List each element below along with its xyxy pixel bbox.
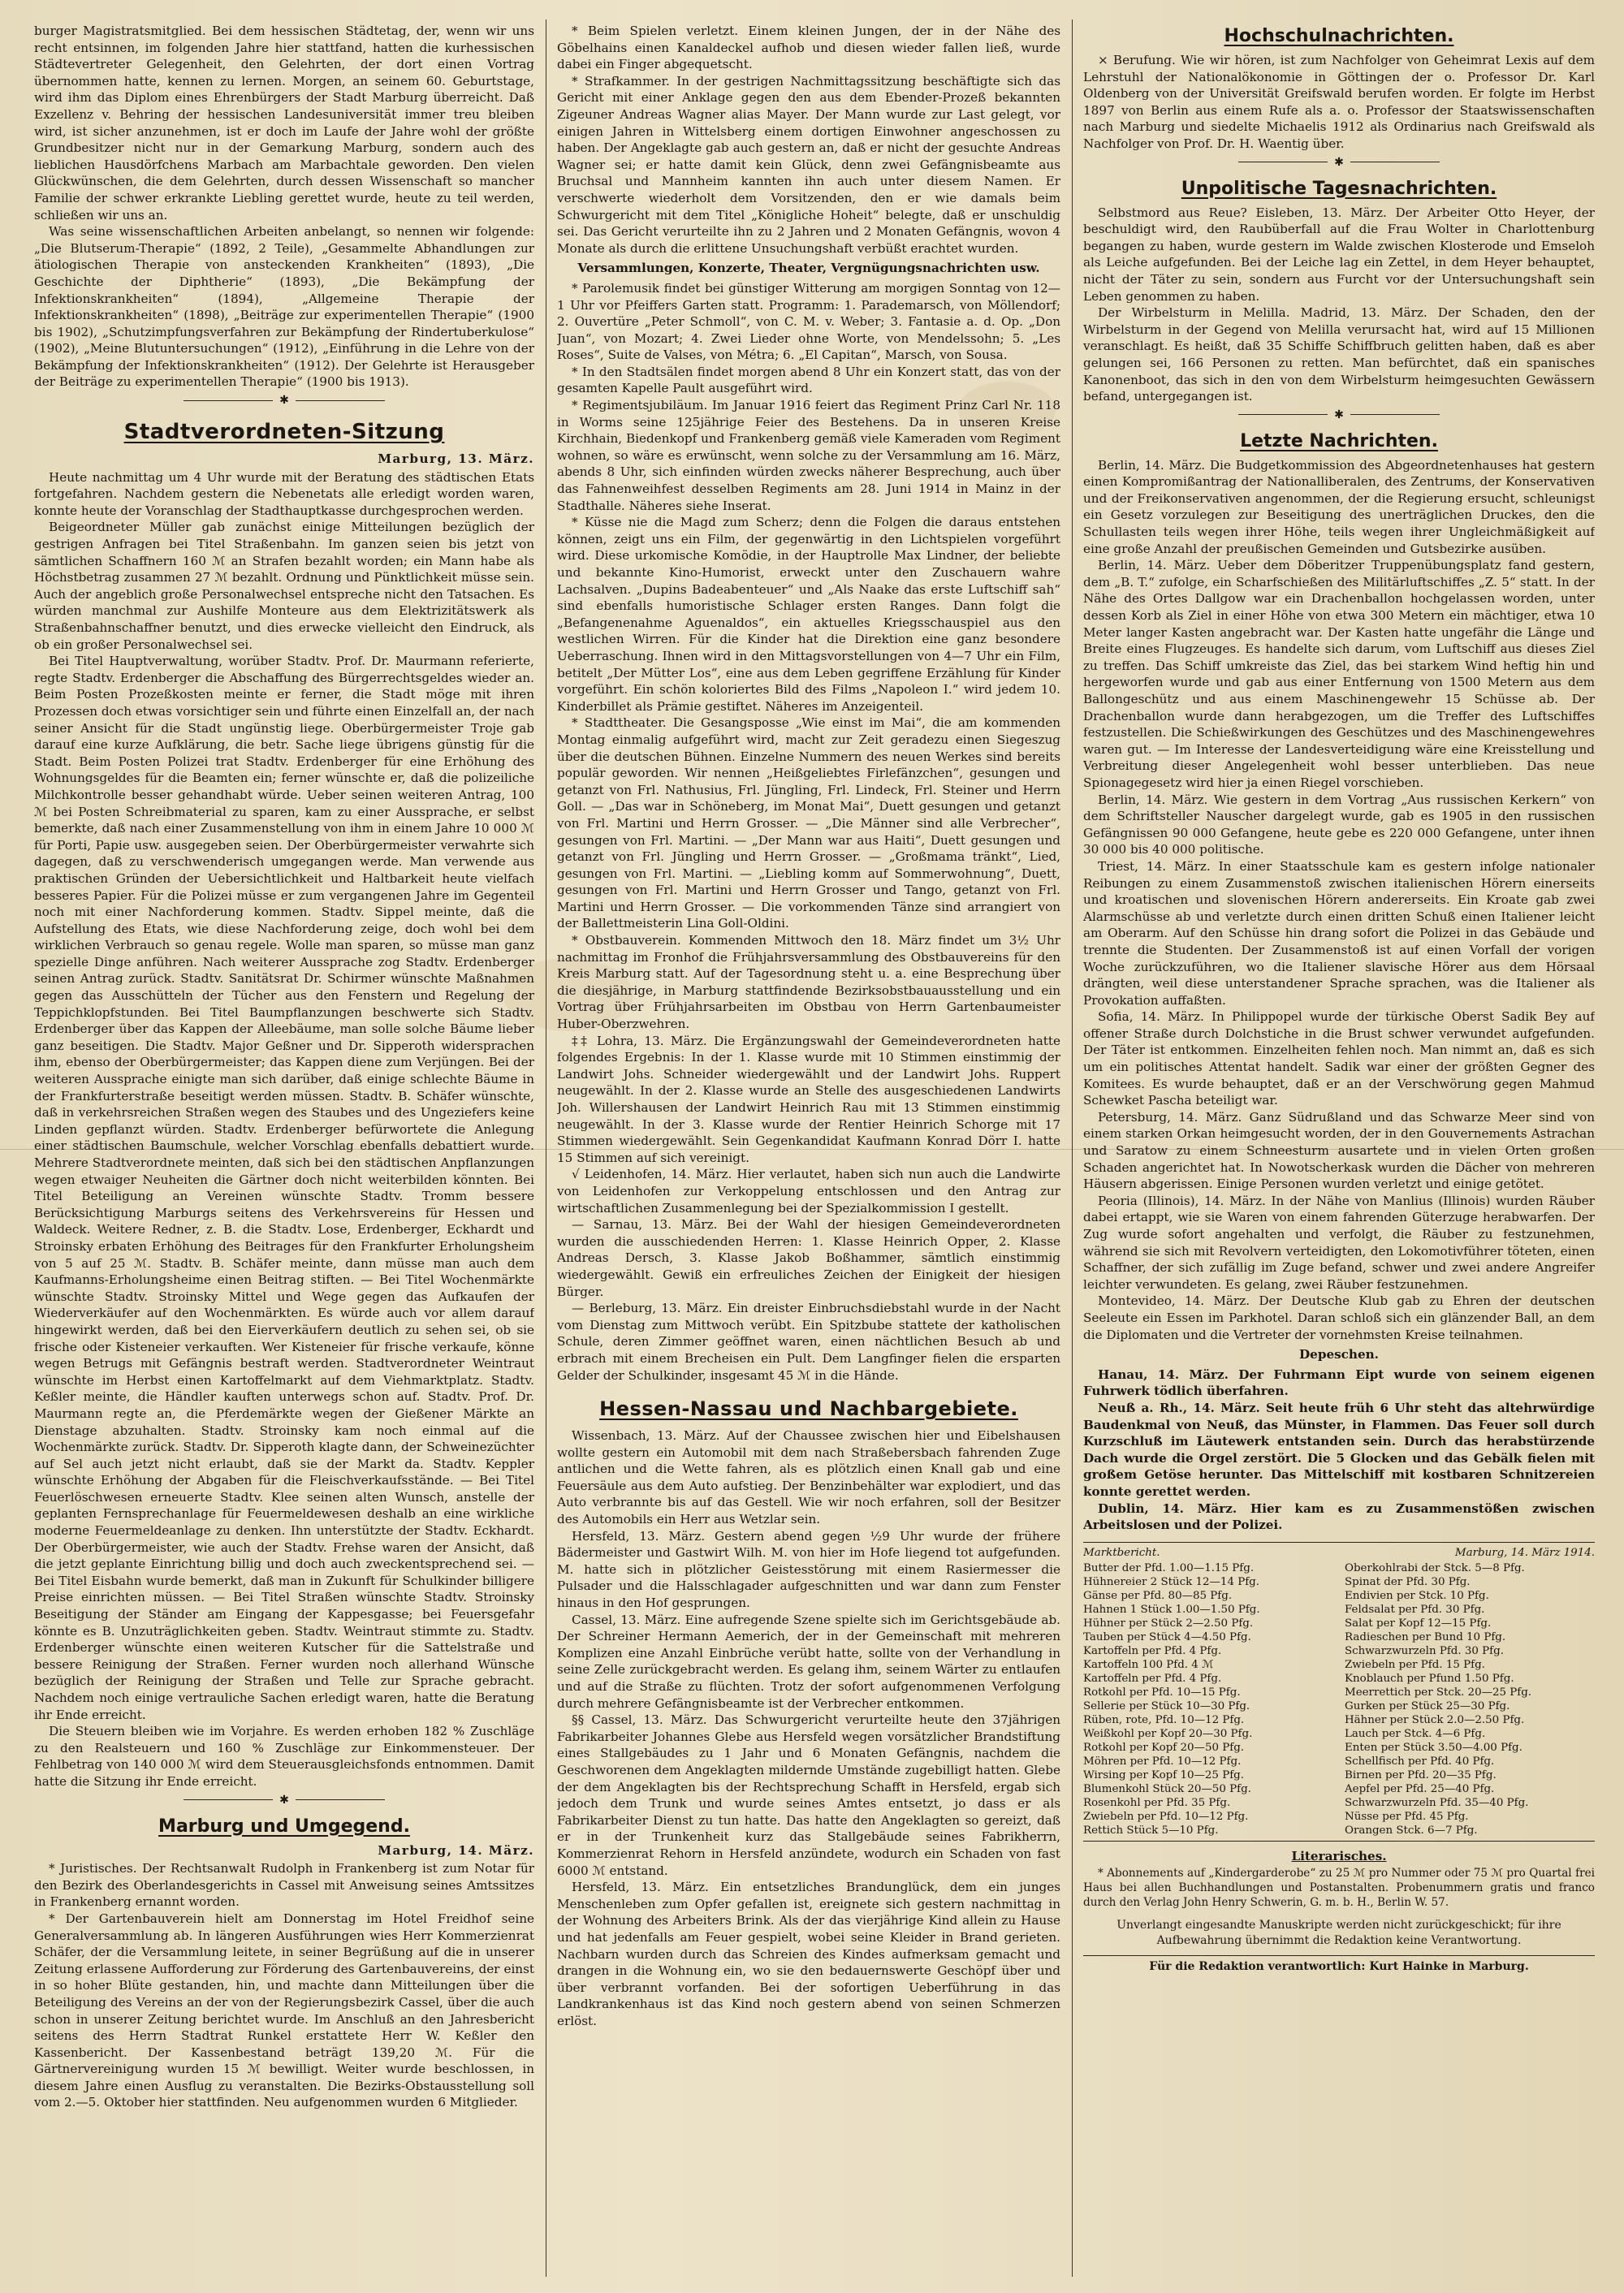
- market-line: Hühner per Stück 2—2.50 Pfg.: [1083, 1617, 1254, 1630]
- market-line: Zwiebeln per Pfd. 15 Pfg.: [1345, 1658, 1485, 1671]
- editor-line: Für die Redaktion verantwortlich: Kurt Hainke in Marburg.: [1083, 1955, 1595, 1975]
- letzte-heading: Letzte Nachrichten.: [1240, 430, 1438, 451]
- page-footer: [1083, 1918, 1595, 1975]
- hessen-heading: Hessen-Nassau und Nachbargebiete.: [599, 1397, 1018, 1421]
- column-middle: [557, 23, 1060, 2280]
- news-item: Berlin, 14. März. Wie gestern in dem Vortrag „Aus russischen Kerkern“ von dem Schriftsteller Nauscher dargelegt wurde, gab es 1905 in den russischen Gefängnissen 90 000 Gefangene, heute gebe es 220 000 Gefangene, unter ihnen 30 000 bis 40 000 politische.: [1083, 792, 1595, 857]
- news-item: Berlin, 14. März. Die Budgetkommission des Abgeordnetenhauses hat gestern einen Kompromißantrag der Nationalliberalen, des Zentrums, der Konservativen und der Freikonservativen angenommen, der die Regierung ersucht, schleunigst ein Gesetz vorzulegen zur Beseitigung des unerträglichen Druckes, den die Schullasten teils wegen ihrer Höhe, teils wegen ihrer Ungleichmäßigkeit auf eine große Anzahl der preußischen Gemeinden und Gutsbezirke ausüben.: [1083, 457, 1595, 556]
- market-line: Hahnen 1 Stück 1.00—1.50 Pfg.: [1083, 1603, 1260, 1616]
- news-item: √ Leidenhofen, 14. März. Hier verlautet, haben sich nun auch die Landwirte von Leidenhofen zur Verkoppelung entschlossen und den Antrag zur wirtschaftlichen Zusammenlegung bei der Spezialkommission I gestellt.: [557, 1167, 1060, 1216]
- news-item: Hersfeld, 13. März. Ein entsetzliches Brandunglück, dem ein junges Menschenleben zum Opfer gefallen ist, ereignete sich gestern nachmittag in der Wohnung des Arbeiters Brink. Als der das vierjährige Kind allein zu Hause und hat jedenfalls am Feuer gespielt, wobei seine Kleider in Brand gerieten. Nachbarn wurden durch das Schreien des Kindes aufmerksam gemacht und drangen in die Wohnung ein, wo sie den bedauernswerte Geschöpf über und über verbrannt vorfanden. Bei der sofortigen Ueberführung in das Landkrankenhaus ist das Kind noch gestern abend von seinen Schmerzen erlöst.: [557, 1880, 1060, 2028]
- news-item: Triest, 14. März. In einer Staatsschule kam es gestern infolge nationaler Reibungen zu einem Zusammenstoß zwischen italienischen Hörern einerseits und kroatischen und slovenischen Hörern andererseits. Ein Kroate gab zwei Alarmschüsse ab und verletzte durch einen dritten Schuß einen Italiener leicht am Oberarm. Auf den Schüsse hin drang sofort die Polizei in das Gebäude und trennte die Studenten. Der Zusammenstoß ist auf einen Vorfall der vorigen Woche zurückzuführen, wo die Italiener slavische Hörer aus dem Hörsaal drängten, weil diese unterstandener Sprache sprachen, was die Italiener als Provokation auffaßten.: [1083, 858, 1595, 1008]
- market-line: Kartoffeln per Pfd. 4 Pfg.: [1083, 1672, 1222, 1685]
- news-item: — Berleburg, 13. März. Ein dreister Einbruchsdiebstahl wurde in der Nacht vom Dienstag zum Mittwoch verübt. Ein Spitzbube stattete der katholischen Schule, deren Zimmer geöffnet waren, einen nächtlichen Besuch ab und erbrach mit einem Brecheisen ein Pult. Dem Langfinger fielen die ersparten Gelder der Schulkinder, insgesamt 45 ℳ in die Hände.: [557, 1301, 1060, 1383]
- footer-disclaimer: Unverlangt eingesandte Manuskripte werden nicht zurückgeschickt; für ihre Aufbewahrung übernimmt die Redaktion keine Verantwortung.: [1116, 1919, 1561, 1948]
- market-line: Enten per Stück 3.50—4.00 Pfg.: [1345, 1741, 1522, 1754]
- market-line: Schwarzwurzeln Pfd. 30 Pfg.: [1345, 1644, 1504, 1657]
- market-line: Endivien per Stck. 10 Pfg.: [1345, 1589, 1489, 1602]
- news-item: * Beim Spielen verletzt. Einem kleinen Jungen, der in der Nähe des Göbelhains einen Kanaldeckel aufhob und diesen wieder fallen ließ, wurde dabei ein Finger abgequetscht.: [557, 24, 1060, 72]
- column-rule: [1072, 19, 1073, 2277]
- market-line: Meerrettich per Stck. 20—25 Pfg.: [1345, 1686, 1532, 1699]
- market-column-right: [1345, 1561, 1595, 1837]
- market-line: Feldsalat per Pfd. 30 Pfg.: [1345, 1603, 1485, 1616]
- news-item: * Stadttheater. Die Gesangsposse „Wie einst im Mai“, die am kommenden Montag einmalig aufgeführt wird, macht zur Zeit geradezu einen Siegeszug über die deutschen Bühnen. Einzelne Nummern des neuen Werkes sind bereits populär geworden. Wir nennen „Heißgeliebtes Firlefänzchen“, gesungen und getanzt von Frl. Nathusius, Frl. Jüngling, Frl. Lindeck, Frl. Steiner und Herrn Goll. — „Das war in Schöneberg, im Monat Mai“, Duett gesungen und getanzt von Frl. Martini und Herrn Grosser. — „Die Männer sind alle Verbrecher“, gesungen von Frl. Martini. — „Der Mann war aus Haiti“, Duett gesungen und getanzt von Frl. Jüngling und Herrn Grosser. — „Großmama tränkt“, Lied, gesungen von Frl. Martini. — „Liebling komm auf Sommerwohnung“, Duett, gesungen von Frl. Martini und Herrn Grosser und Tango, getanzt von Frl. Martini und Herrn Grosser. — Die vorkommenden Tänze sind arrangiert von der Ballettmeisterin Lina Goll-Oldini.: [557, 715, 1060, 931]
- market-date: Marburg, 14. März 1914.: [1454, 1546, 1595, 1559]
- market-line: Rotkohl per Pfd. 10—15 Pfg.: [1083, 1686, 1241, 1699]
- market-line: Knoblauch per Pfund 1.50 Pfg.: [1345, 1672, 1514, 1685]
- news-item: Selbstmord aus Reue? Eisleben, 13. März. Der Arbeiter Otto Heyer, der beschuldigt wird, den Raubüberfall auf die Frau Wolter in Charlottenburg begangen zu haben, wurde gestern im Walde zwischen Klosterode und Emseloh als Leiche aufgefunden. Bei der Leiche lag ein Zettel, in dem Heyer behauptet, nicht der Täter zu sein, sondern aus Furcht vor der Untersuchungshaft sein Leben genommen zu haben.: [1083, 205, 1595, 304]
- news-item: Sofia, 14. März. In Philippopel wurde der türkische Oberst Sadik Bey auf offener Straße durch Dolchstiche in die Brust schwer verwundet aufgefunden. Der Täter ist entkommen. Einzelheiten fehlen noch. Man nimmt an, daß es sich um ein politisches Attentat handelt. Sadik war einer der größten Gegner des Komitees. Es wurde behauptet, daß er an der Verschwörung gegen Mahmud Schewket Pascha beteiligt war.: [1083, 1009, 1595, 1108]
- news-item: Petersburg, 14. März. Ganz Südrußland und das Schwarze Meer sind von einem starken Orkan heimgesucht worden, der in den Gouvernements Astrachan und Saratow zu einem Schneesturm ausartete und in vielen Orten großen Schaden angerichtet hat. In Nowotscherkask wurden die Dächer von mehreren Häusern abgerissen. Einige Personen wurden verletzt und einige getötet.: [1083, 1109, 1595, 1192]
- market-line: Spinat der Pfd. 30 Pfg.: [1345, 1575, 1471, 1588]
- section-subheading: Versammlungen, Konzerte, Theater, Vergnügungsnachrichten usw.: [577, 261, 1040, 276]
- column-right: [1083, 23, 1595, 2280]
- separator: ✱: [1083, 408, 1595, 421]
- news-item: Der Wirbelsturm in Melilla. Madrid, 13. März. Der Schaden, den der Wirbelsturm in der Gegend von Melilla verursacht hat, wird auf 15 Millionen veranschlagt. Es heißt, daß 35 Schiffe Schiffbruch gelitten haben, daß es aber gelungen sei, 166 Personen zu retten. Man befürchtet, daß ein spanisches Kanonenboot, das sich in den von dem Wirbelsturm heimgesuchten Gewässern befand, untergegangen ist.: [1083, 305, 1595, 404]
- juristisches-item: * Juristisches. Der Rechtsanwalt Rudolph in Frankenberg ist zum Notar für den Bezirk des Oberlandesgerichts in Cassel mit Anweisung seines Amtssitzes in Frankenberg ernannt worden.: [34, 1861, 534, 1910]
- news-item: Neuß a. Rh., 14. März. Seit heute früh 6 Uhr steht das altehrwürdige Baudenkmal von Neuß, das Münster, in Flammen. Das Feuer soll durch Kurzschluß im Läutewerk entstanden sein. Durch das herabstürzende Dach wurde die Orgel zerstört. Die 5 Glocken und das Gebälk fielen mit großem Getöse herunter. Das Mittelschiff mit kostbaren Schnitzereien konnte gerettet werden.: [1083, 1400, 1595, 1499]
- separator: ✱: [34, 394, 534, 407]
- column-left: [34, 23, 534, 2280]
- news-item: — Sarnau, 13. März. Bei der Wahl der hiesigen Gemeindeverordneten wurden die ausschiedenden Herren: 1. Klasse Heinrich Opper, 2. Klasse Andreas Dersch, 3. Klasse Jakob Boßhammer, sämtlich einstimmig wiedergewählt. Gewiß ein erfreuliches Zeichen der Einigkeit der hiesigen Bürger.: [557, 1217, 1060, 1299]
- market-line: Butter der Pfd. 1.00—1.15 Pfg.: [1083, 1561, 1255, 1574]
- news-item: * Obstbauverein. Kommenden Mittwoch den 18. März findet um 3½ Uhr nachmittag im Fronhof die Frühjahrsversammlung des Obstbauvereins für den Kreis Marburg statt. Auf der Tagesordnung steht u. a. eine Besprechung über die diesjährige, in Marburg stattfindende Bezirksobstbauausstellung und ein Vortrag über Frühjahrsarbeiten im Obstbau von Herrn Gartenbaumeister Huber-Oberzwehren.: [557, 933, 1060, 1032]
- market-line: Gurken per Stück 25—30 Pfg.: [1345, 1699, 1510, 1712]
- news-item: * Parolemusik findet bei günstiger Witterung am morgigen Sonntag von 12—1 Uhr vor Pfeiffers Garten statt. Programm: 1. Parademarsch, von Möllendorf; 2. Ouvertüre „Peter Schmoll“, von C. M. v. Weber; 3. Fantasie a. d. Op. „Don Juan“, von Mozart; 4. Zwei Lieder ohne Worte, von Mendelssohn; 5. „Les Roses“, Suite de Valses, von Métra; 6. „El Capitan“, Marsch, von Sousa.: [557, 280, 1060, 363]
- market-line: Rettich Stück 5—10 Pfg.: [1083, 1824, 1219, 1837]
- market-line: Orangen Stck. 6—7 Pfg.: [1345, 1824, 1478, 1837]
- market-line: Nüsse per Pfd. 45 Pfg.: [1345, 1810, 1469, 1823]
- news-item: Dublin, 14. März. Hier kam es zu Zusammenstößen zwischen Arbeitslosen und der Polizei.: [1083, 1501, 1595, 1533]
- news-item: * Strafkammer. In der gestrigen Nachmittagssitzung beschäftigte sich das Gericht mit einer Anklage gegen den aus dem Ebender-Prozeß bekannten Zigeuner Andreas Wagner alias Mayer. Der Mann wurde zur Last gelegt, vor einigen Jahren in Wittelsberg einem dortigen Einwohner angeschossen zu haben. Der Angeklagte gab auch gestern an, daß er nicht der gesuchte Andreas Wagner sei; er hatte damit kein Glück, denn zwei Gefängnisbeamte aus Bruchsal und Mannheim kannten ihn auch unter diesem Namen. Er verschwerte wiederholt dem Vorsitzenden, den er wie damals beim Schwurgericht mit dem Titel „Königliche Hoheit“ belegte, daß er unschuldig sei. Das Gericht verurteilte ihn zu 2 Jahren und 2 Monaten Gefängnis, wovon 4 Monate als durch die erlittene Unsuchungshaft verbüßt erachtet wurden.: [557, 73, 1060, 256]
- market-line: Kartoffeln per Pfd. 4 Pfg.: [1083, 1644, 1222, 1657]
- news-item: Cassel, 13. März. Eine aufregende Szene spielte sich im Gerichtsgebäude ab. Der Schreiner Hermann Aemerich, der in der Gemeinschaft mit mehreren Komplizen eine Anzahl Einbrüche verübt hatte, sollte von der Verhandlung in seine Zelle zurückgebracht werden. Es gelang ihm, seinem Wärter zu entlaufen und auf die Straße zu flüchten. Trotz der sofort aufgenommenen Verfolgung durch mehrere Gefängnisbeamte ist der Verbrecher entkommen.: [557, 1612, 1060, 1711]
- news-item: Hanau, 14. März. Der Fuhrmann Eipt wurde von seinem eigenen Fuhrwerk tödlich überfahren.: [1083, 1367, 1595, 1399]
- literarisches-text: * Abonnements auf „Kindergarderobe“ zu 25 ℳ pro Nummer oder 75 ℳ pro Quartal frei Haus bei allen Buchhandlungen und Postanstalten. Probenummern gratis und franco durch den Verlag John Henry Schwerin, G. m. b. H., Berlin W. 57.: [1083, 1867, 1595, 1910]
- market-line: Oberkohlrabi der Stck. 5—8 Pfg.: [1345, 1561, 1525, 1574]
- market-line: Schellfisch per Pfd. 40 Pfg.: [1345, 1755, 1495, 1768]
- market-line: Kartoffeln 100 Pfd. 4 ℳ: [1083, 1658, 1214, 1671]
- market-title: Marktbericht.: [1083, 1546, 1160, 1559]
- separator: ✱: [34, 1794, 534, 1807]
- literarisches-heading: Literarisches.: [1291, 1848, 1387, 1863]
- unpolitische-heading: Unpolitische Tagesnachrichten.: [1181, 178, 1497, 199]
- news-item: * Regimentsjubiläum. Im Januar 1916 feiert das Regiment Prinz Carl Nr. 118 in Worms seine 125jährige Feier des Bestehens. Da in unseren Kreise Kirchhain, Biedenkopf und Frankenberg gemäß viele Kameraden vom Regiment wohnen, so wäre es erwünscht, wenn solche zu der Versammlung am 16. März, abends 8 Uhr, sich einfinden würden zwecks näherer Besprechung, auch über das Fahnenweihfest desselben Regiments am 28. Juni 1914 in Mainz in der Stadthalle. Näheres siehe Inserat.: [557, 398, 1060, 513]
- market-grid: [1083, 1561, 1595, 1837]
- separator: ✱: [1083, 156, 1595, 169]
- marburg-heading: Marburg und Umgegend.: [158, 1816, 410, 1837]
- gartenbauverein-item: * Der Gartenbauverein hielt am Donnerstag im Hotel Freidhof seine Generalversammlung ab. In längeren Ausführungen wies Herr Kommerzienrat Schäfer, der die Versammlung leitete, in seiner Begrüßung auf die in unserer Zeitung erlassene Aufforderung zur Förderung des Gartenbauvereins, der einst in so hoher Blüte gestanden, hin, und machte dann Mitteilungen über die Beteiligung des Vereins an der von der Regierungsbezirk Cassel, über die auch schon in unserer Zeitung berichtet wurde. Im Anschluß an den Jahresbericht seitens des Herrn Stadtrat Runkel erstattete Herr W. Keßler den Kassenbericht. Der Kassenbestand beträgt 139,20 ℳ. Für die Gärtnervereinigung wurden 15 ℳ bewilligt. Weiter wurde beschlossen, in diesem Jahre einen Ausflug zu veranstalten. Die Bezirks-Obstausstellung soll vom 2.—5. Oktober hier stattfinden. Neu aufgenommen wurden 6 Mitglieder.: [34, 1911, 534, 2110]
- market-line: Rotkohl per Kopf 20—50 Pfg.: [1083, 1741, 1245, 1754]
- market-line: Sellerie per Stück 10—30 Pfg.: [1083, 1699, 1250, 1712]
- sitzung-paragraph: Die Steuern bleiben wie im Vorjahre. Es werden erhoben 182 % Zuschläge zu den Realsteuern und 160 % Zuschläge zur Einkommensteuer. Der Fehlbetrag von 140 000 ℳ wird dem Steuerausgleichsfonds entnommen. Damit hatte die Sitzung ihr Ende erreicht.: [34, 1724, 534, 1789]
- market-report: [1083, 1542, 1595, 1842]
- behring-article-works: Was seine wissenschaftlichen Arbeiten anbelangt, so nennen wir folgende: „Die Blutserum-Therapie“ (1892, 2 Teile), „Gesammelte Abhandlungen zur ätiologischen Therapie von ansteckenden Krankheiten“ (1893), „Die Geschichte der Diphtherie“ (1893), „Die Bekämpfung der Infektionskrankheiten“ (1894), „Allgemeine Therapie der Infektionskrankheiten“ (1898), „Beiträge zur experimentellen Therapie“ (1900 bis 1902), „Schutzimpfungsverfahren zur Bekämpfung der Rindertuberkulose“ (1902), „Meine Blutuntersuchungen“ (1912), „Einführung in die Lehre von der Bekämpfung der Infektionskrankheiten“ (1912). Der Gelehrte ist Herausgeber der Beiträge zu experimentellen Therapie“ (1900 bis 1913).: [34, 224, 534, 390]
- news-item: * Küsse nie die Magd zum Scherz; denn die Folgen die daraus entstehen können, zeigt uns ein Film, der gegenwärtig in den Lichtspielen vorgeführt wird. Diese urkomische Komödie, in der Hauptrolle Max Lindner, der beliebte und bekannte Kino-Humorist, erweckt unter den Zuschauern wahre Lachsalven. „Dupins Badeabenteuer“ und „Als Naake das erste Luftschiff sah“ sind ebenfalls humoristische Schlager ersten Ranges. Dann folgt die „Befangenenahme Aguenaldos“, ein aktuelles Kriegsschauspiel aus den westlichen Wirren. Für die Kinder hat die Direktion eine ganz besondere Ueberraschung. Ihnen wird in den Mittagsvorstellungen von 4—7 Uhr ein Film, betitelt „Der Mütter Los“, eine aus dem Leben gegriffene Erzählung für Kinder vorgeführt. Ein schön koloriertes Bild des Films „Napoleon I.“ wird jedem 10. Kinderbillet als Prämie gestiftet. Näheres im Anzeigenteil.: [557, 515, 1060, 714]
- behring-article-intro: burger Magistratsmitglied. Bei dem hessischen Städtetag, der, wenn wir uns recht entsinnen, im folgenden Jahre hier stattfand, hatten die kurhessischen Städtevertreter Gelegenheit, den Gelehrten, der dort einen Vortrag übernommen hatte, kennen zu lernen. Morgen, an seinem 60. Geburtstage, wird ihm das Diplom eines Ehrenbürgers der Stadt Marburg überreicht. Daß Exzellenz v. Behring der hessischen Landesuniversität immer treu bleiben wird, ist sicher anzunehmen, ist er doch im Laufe der Jahre wohl der größte Grundbesitzer nicht nur in der Gemarkung Marburg, sondern auch des lieblichen Hausdörfchens Marbach am Marbachtale geworden. Den vielen Glückwünschen, die dem Gelehrten, durch dessen Wissenschaft so mancher Familie der schwer erkrankte Liebling gerettet wurde, heute zu teil werden, schließen wir uns an.: [34, 24, 534, 222]
- news-item: Hersfeld, 13. März. Gestern abend gegen ½9 Uhr wurde der frühere Bädermeister und Gastwirt Wilh. M. von hier im Hofe liegend tot aufgefunden. M. hatte sich in plötzlicher Geistesstörung mit einem Rasiermesser die Pulsader und die Halsschlagader aufgeschnitten und war dann zum Fenster hinaus in den Hof gesprungen.: [557, 1528, 1060, 1611]
- market-line: Wirsing per Kopf 10—25 Pfg.: [1083, 1768, 1244, 1781]
- sitzung-paragraph: Heute nachmittag um 4 Uhr wurde mit der Beratung des städtischen Etats fortgefahren. Nachdem gestern die Nebenetats alle erledigt worden waren, konnte heute der Voranschlag der Stadthauptkasse durchgesprochen werden.: [34, 469, 534, 518]
- market-line: Weißkohl per Kopf 20—30 Pfg.: [1083, 1727, 1253, 1740]
- news-item: * In den Stadtsälen findet morgen abend 8 Uhr ein Konzert statt, das von der gesamten Kapelle Pault ausgeführt wird.: [557, 364, 1060, 396]
- market-line: Zwiebeln per Pfd. 10—12 Pfg.: [1083, 1810, 1249, 1823]
- market-line: Hähner per Stück 2.0—2.50 Pfg.: [1345, 1713, 1525, 1726]
- market-line: Möhren per Pfd. 10—12 Pfg.: [1083, 1755, 1242, 1768]
- sitzung-heading: Stadtverordneten-Sitzung: [123, 420, 445, 445]
- hochschul-heading: Hochschulnachrichten.: [1224, 26, 1454, 46]
- market-line: Gänse per Pfd. 80—85 Pfg.: [1083, 1589, 1233, 1602]
- market-line: Tauben per Stück 4—4.50 Pfg.: [1083, 1630, 1251, 1643]
- market-line: Rüben, rote, Pfd. 10—12 Pfg.: [1083, 1713, 1245, 1726]
- news-item: Montevideo, 14. März. Der Deutsche Klub gab zu Ehren der deutschen Seeleute ein Essen im Parkhotel. Daran schloß sich ein glänzender Ball, an dem die Diplomaten und die Vertreter der vornehmsten Kreise teilnahmen.: [1083, 1293, 1595, 1342]
- news-item: §§ Cassel, 13. März. Das Schwurgericht verurteilte heute den 37jährigen Fabrikarbeiter Johannes Glebe aus Hersfeld wegen vorsätzlicher Brandstiftung eines Stallgebäudes zu 1 Jahr und 6 Monaten Gefängnis, nachdem die Geschworenen dem Angeklagten mildernde Umstände zugebilligt hatten. Glebe der dem Angeklagten bis der Rechtsprechung Schafft in Hersfeld, ergab sich jedoch dem Trunk und wurde seines Amtes entsetzt, jo dass er als Fabrikarbeiter Dienst zu tun hatte. Das hatte den Angeklagten so gereizt, daß er in der Trunkenheit kurz das Stallgebäude seines Fabrikherrn, Kommerzienrat Rehorn in Hersfeld anzündete, wodurch ein Schaden von fast 6000 ℳ entstand.: [557, 1712, 1060, 1878]
- market-line: Salat per Kopf 12—15 Pfg.: [1345, 1617, 1492, 1630]
- sitzung-paragraph: Bei Titel Hauptverwaltung, worüber Stadtv. Prof. Dr. Maurmann referierte, regte Stadtv. Erdenberger die Abschaffung des Bürgerrechtsgeldes wieder an. Beim Posten Prozeßkosten meinte er ferner, die Stadt möge mit ihren Prozessen doch etwas vorsichtiger sein und führte einen Einzelfall an, der nach seiner Ansicht für die Stadt ungünstig liege. Oberbürgermeister Troje gab darauf eine kurze Aufklärung, die betr. Sache liege übrigens günstig für die Stadt. Beim Posten Polizei trat Stadtv. Erdenberger für eine Erhöhung des Wohnungsgeldes für die Beamten ein; ferner wünschte er, daß die polizeiliche Milchkontrolle besser gehandhabt würde. Ueber seinen weiteren Antrag, 100 ℳ bei Posten Schreibmaterial zu sparen, kam zu einer Aussprache, er selbst bemerkte, daß nach einer Zusammenstellung von ihm in einem Jahre 10 000 ℳ für Porti, Papie usw. ausgegeben seien. Der Oberbürgermeister verwahrte sich dagegen, daß zu verschwenderisch umgegangen werde. Man verwende aus praktischen Gründen der Uebersichtlichkeit und Haltbarkeit heute vielfach besseres Papier. Für die Polizei müsse er zum vergangenen Jahre im Gegenteil noch mit einer Nachforderung kommen. Stadtv. Sippel meinte, daß die Aufstellung des Etats, wie diese Nachforderung zeige, doch wohl bei dem wirklichen Verbrauch so genau regele. Wolle man sparen, so müsse man ganz spezielle Dinge anführen. Nach weiterer Aussprache zog Stadtv. Erdenberger seinen Antrag zurück. Stadtv. Sanitätsrat Dr. Schirmer wünschte Maßnahmen gegen das Ausschütteln der Tücher aus den Fenstern und Regelung der Teppichklopfstunden. Bei Titel Baumpflanzungen beschwerte sich Stadtv. Erdenberger über das Kappen der Alleebäume, man solle solche Bäume lieber ganz beseitigen. Die Stadtv. Major Geßner und Dr. Sipperoth widersprachen ihm, ebenso der Oberbürgermeister; das Kappen diene zum Verjüngen. Bei der weiteren Aussprache einigte man sich darüber, daß einige schlechte Bäume in der Frankfurterstraße beseitigt werden müssen. Stadtv. B. Schäfer wünschte, daß in verkehrsreichen Straßen wegen des Staubes und des Ungeziefers keine Linden gepflanzt würden. Stadtv. Erdenberger befürwortete die Anlegung einer städtischen Baumschule, welcher Vorschlag ebenfalls debattiert wurde. Mehrere Stadtverordnete meinten, daß sich bei den städtischen Anpflanzungen wegen etwaiger Neuheiten die Gärtner doch nicht weiterbilden könnten. Bei Titel Beteiligung an Vereinen wünschte Stadtv. Tromm bessere Berücksichtigung Marburgs seitens des Verkehrsvereins für Hessen und Waldeck. Weitere Redner, z. B. die Stadtv. Lose, Erdenberger, Eckhardt und Stroinsky erbaten Erhöhung des Beitrages für den Frankfurter Erholungsheim von 5 auf 25 ℳ. Stadtv. B. Schäfer meinte, dann müsse man auch dem Kaufmanns-Erholungsheime einen Beitrag stiften. — Bei Titel Wochenmärkte wünschte Stadtv. Stroinsky Mittel und Wege gegen das Aufkaufen der Wiederverkäufer auf den Wochenmärkten. Es würde auch vor allem darauf hingewirkt werden, daß bei den Eierverkäufern deutlich zu sehen sei, ob sie frische oder Kisteneier verkauften. Wer Kisteneier für frische verkaufe, könne wegen Betrugs mit Gefängnis bestraft werden. Stadtverordneter Weintraut wünschte im Herbst einen Kartoffelmarkt auf dem Viehmarktplatz. Stadtv. Keßler meinte, die Händler kauften unterwegs schon auf. Stadtv. Prof. Dr. Maurmann regte an, die Pferdemärkte wegen der Gießener Märkte an Dienstage abzuhalten. Stadtv. Stroinsky kam noch einmal auf die Wochenmärkte zurück. Stadtv. Dr. Sipperoth klagte dann, der Schweinezüchter auf Sel auch jetzt nicht erlaubt, daß sie der Markt da. Stadtv. Keppler wünschte Erhöhung der Abgaben für die Fleischverkaufsstände. — Bei Titel Feuerlöschwesen erneuerte Stadtv. Klee seinen alten Wunsch, anstelle der geplanten Fernsprechanlage für Feuermeldewesen deshalb an eine wirkliche moderne Feuermeldeanlage zu denken. Ihn unterstützte der Stadtv. Eckhardt. Der Oberbürgermeister, wie auch der Stadtv. Frehse waren der Ansicht, daß die jetzt geplante Einrichtung billig und doch auch zweckentsprechend sei. — Bei Titel Eisbahn wurde bemerkt, daß man in Zukunft für Schulkinder billigere Preise einrichten müssen. — Bei Titel Straßen wünschte Stadtv. Stroinsky Beseitigung der Ständer am Eingang der Kappesgasse; bei Feuersgefahr könnte es B. Unzuträglichkeiten geben. Stadtv. Weintraut stimmte zu. Stadtv. Erdenberger wünschte einen weiteren Kutscher für die Sattelstraße und bessere Reinigung der Straßen. Ferner wurden noch allerhand Wünsche bezüglich der Reinigung der Straßen und Telle zur Sprache gebracht. Nachdem noch einige vertrauliche Sachen erledigt waren, hatte die Beratung ihr Ende erreicht.: [34, 654, 534, 1722]
- news-item: Berlin, 14. März. Ueber dem Döberitzer Truppenübungsplatz fand gestern, dem „B. T.“ zufolge, ein Scharfschießen des Militärluftschiffes „Z. 5“ statt. In der Nähe des Ortes Dallgow war ein Drachenballon hochgelassen worden, unter dessen Korb als Ziel in einer Höhe von etwa 300 Metern ein mächtiger, etwa 10 Meter langer Kasten angebracht war. Der Kasten hatte ungefähr die Länge und Breite eines Flugzeuges. Es handelte sich darum, vom Luftschiff aus dieses Ziel zu treffen. Das Schiff umkreiste das Ziel, das bei starkem Wind heftig hin und hergeworfen wurde und gab aus einer Entfernung von 1500 Metern aus dem Ballongeschütz und aus einem Maschinengewehr 15 Schüsse ab. Der Drachenballon wurde dann herabgezogen, um die Treffer des Luftschiffes festzustellen. Die Schießwirkungen des Geschützes und des Maschinengewehres waren gut. — Im Interesse der Landesverteidigung wäre eine Kreisstellung und Verbreitung dieser Angelegenheit wohl besser unterblieben. Das neue Spionagegesetz wird hier ja einen Riegel vorschieben.: [1083, 558, 1595, 790]
- market-column-left: [1083, 1561, 1333, 1837]
- market-line: Aepfel per Pfd. 25—40 Pfg.: [1345, 1782, 1495, 1795]
- news-item: × Berufung. Wie wir hören, ist zum Nachfolger von Geheimrat Lexis auf dem Lehrstuhl der Nationalökonomie in Göttingen der o. Professor Dr. Karl Oldenberg von der Universität Greifswald berufen worden. Er folgte im Herbst 1897 von Berlin aus einem Rufe als a. o. Professor der Staatswissenschaften nach Marburg und siedelte Michaelis 1912 als Ordinarius nach Greifswald als Nachfolger von Prof. Dr. H. Waentig über.: [1083, 53, 1595, 151]
- market-line: Birnen per Pfd. 20—35 Pfg.: [1345, 1768, 1497, 1781]
- depeschen-heading: Depeschen.: [1299, 1347, 1379, 1362]
- sitzung-dateline: Marburg, 13. März.: [378, 451, 534, 467]
- market-line: Rosenkohl per Pfd. 35 Pfg.: [1083, 1796, 1231, 1809]
- market-line: Schwarzwurzeln Pfd. 35—40 Pfg.: [1345, 1796, 1529, 1809]
- marburg-dateline: Marburg, 14. März.: [378, 1842, 534, 1858]
- market-line: Lauch per Stck. 4—6 Pfg.: [1345, 1727, 1486, 1740]
- news-item: Wissenbach, 13. März. Auf der Chaussee zwischen hier und Eibelshausen wollte gestern ein Automobil mit dem nach Straßebersbach fahrenden Zuge antlichen und die Wette fahren, als es plötzlich einen Knall gab und eine Feuersäule aus dem Auto aufstieg. Der Benzinbehälter war explodiert, und das Auto verbrannte bis auf das Gestell. Wie wir noch erfahren, soll der Besitzer des Automobils ein Herr aus Wetzlar sein.: [557, 1428, 1060, 1527]
- market-line: Radieschen per Bund 10 Pfg.: [1345, 1630, 1506, 1643]
- market-line: Blumenkohl Stück 20—50 Pfg.: [1083, 1782, 1251, 1795]
- news-item: ‡‡ Lohra, 13. März. Die Ergänzungswahl der Gemeindeverordneten hatte folgendes Ergebnis: In der 1. Klasse wurde mit 10 Stimmen einstimmig der Landwirt Johs. Schneider wiedergewählt und der Landwirt Johs. Ruppert neugewählt. In der 2. Klasse wurde an Stelle des ausgeschiedenen Landwirts Joh. Willershausen der Landwirt Heinrich Rau mit 13 Stimmen einstimmig neugewählt. In der 3. Klasse wurde der Rentier Heinrich Schorge mit 17 Stimmen wiedergewählt. Sein Gegenkandidat Kaufmann Konrad Dörr I. hatte 15 Stimmen auf sich vereinigt.: [557, 1033, 1060, 1165]
- sitzung-paragraph: Beigeordneter Müller gab zunächst einige Mitteilungen bezüglich der gestrigen Anfragen bei Titel Straßenbahn. Im ganzen seien bis jetzt von sämtlichen Schaffnern 160 ℳ an Strafen bezahlt worden; ein Mann habe als Höchstbetrag zusammen 27 ℳ bezahlt. Ordnung und Pünktlichkeit müsse sein. Auch der angeblich große Personalwechsel entspreche nicht den Tatsachen. Es würden manchmal zur Aushilfe Monteure aus dem Elektrizitätswerk als Straßenbahnschaffner benutzt, und dies erwecke vielleicht den Eindruck, als ob ein großer Personalwechsel sei.: [34, 520, 534, 652]
- news-item: Peoria (Illinois), 14. März. In der Nähe von Manlius (Illinois) wurden Räuber dabei ertappt, wie sie Waren von einem fahrenden Güterzuge herabwarfen. Der Zug wurde sofort angehalten und verfolgt, die Räuber zu festzunehmen, während sie sich mit Revolvern verteidigten, den Lokomotivführer töteten, einen Schaffner, der sich zufällig im Zuge befand, schwer und zwei andere Angreifer leichter verwundeten. Es gelang, zwei Räuber festzunehmen.: [1083, 1193, 1595, 1292]
- market-header: [1083, 1546, 1595, 1560]
- market-line: Hühnereier 2 Stück 12—14 Pfg.: [1083, 1575, 1260, 1588]
